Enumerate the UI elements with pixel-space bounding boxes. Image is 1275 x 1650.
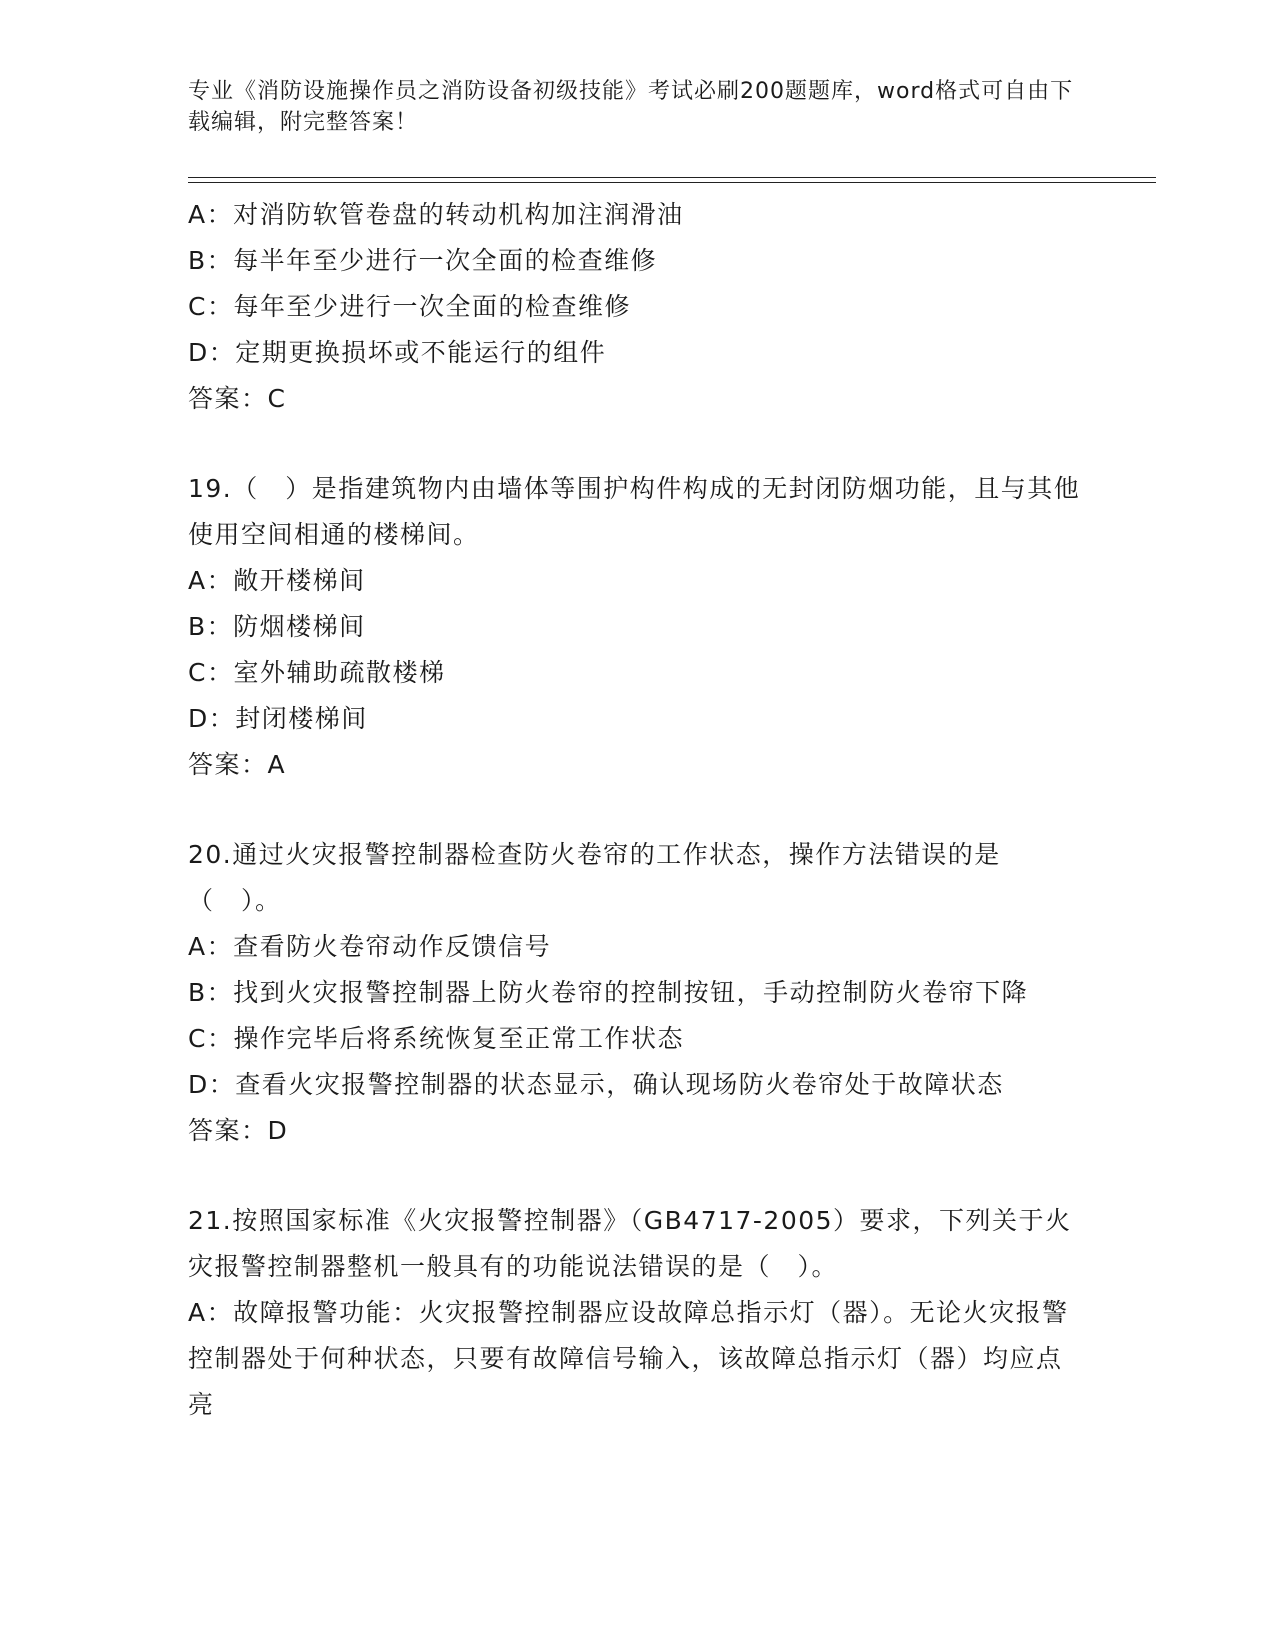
question-block [188,832,1088,1154]
option-a: A：对消防软管卷盘的转动机构加注润滑油 [188,200,684,229]
question-list [188,192,1088,1428]
option-c: C：室外辅助疏散楼梯 [188,658,446,687]
document-header: 专业《消防设施操作员之消防设备初级技能》考试必刷200题题库，word格式可自由下载编辑，附完整答案！ [188,79,1074,135]
option-a: A：故障报警功能：火灾报警控制器应设故障总指示灯（器）。无论火灾报警控制器处于何种状态，只要有故障信号输入，该故障总指示灯（器）均应点亮 [188,1298,1069,1419]
option-d: D：定期更换损坏或不能运行的组件 [188,338,607,367]
block-spacer [188,1154,1088,1198]
header-divider-bottom [188,182,1156,183]
option-a: A：查看防火卷帘动作反馈信号 [188,932,552,961]
question-text: 21.按照国家标准《火灾报警控制器》（GB4717-2005）要求，下列关于火灾报警控制器整机一般具有的功能说法错误的是（ ）。 [188,1206,1072,1281]
question-text: 20.通过火灾报警控制器检查防火卷帘的工作状态，操作方法错误的是（ ）。 [188,840,1001,915]
answer-line: 答案：A [188,750,287,779]
header-divider-top [188,177,1156,178]
option-c: C：操作完毕后将系统恢复至正常工作状态 [188,1024,684,1053]
question-text: 19.（ ）是指建筑物内由墙体等围护构件构成的无封闭防烟功能，且与其他使用空间相通的楼梯间。 [188,474,1081,549]
option-b: B：找到火灾报警控制器上防火卷帘的控制按钮，手动控制防火卷帘下降 [188,978,1029,1007]
option-d: D：封闭楼梯间 [188,704,368,733]
answer-line: 答案：C [188,384,287,413]
block-spacer [188,422,1088,466]
option-d: D：查看火灾报警控制器的状态显示，确认现场防火卷帘处于故障状态 [188,1070,1004,1099]
block-spacer [188,788,1088,832]
answer-line: 答案：D [188,1116,289,1145]
question-block [188,192,1088,422]
question-block [188,1198,1088,1428]
option-c: C：每年至少进行一次全面的检查维修 [188,292,631,321]
option-a: A：敞开楼梯间 [188,566,366,595]
option-b: B：防烟楼梯间 [188,612,366,641]
question-block [188,466,1088,788]
option-b: B：每半年至少进行一次全面的检查维修 [188,246,658,275]
